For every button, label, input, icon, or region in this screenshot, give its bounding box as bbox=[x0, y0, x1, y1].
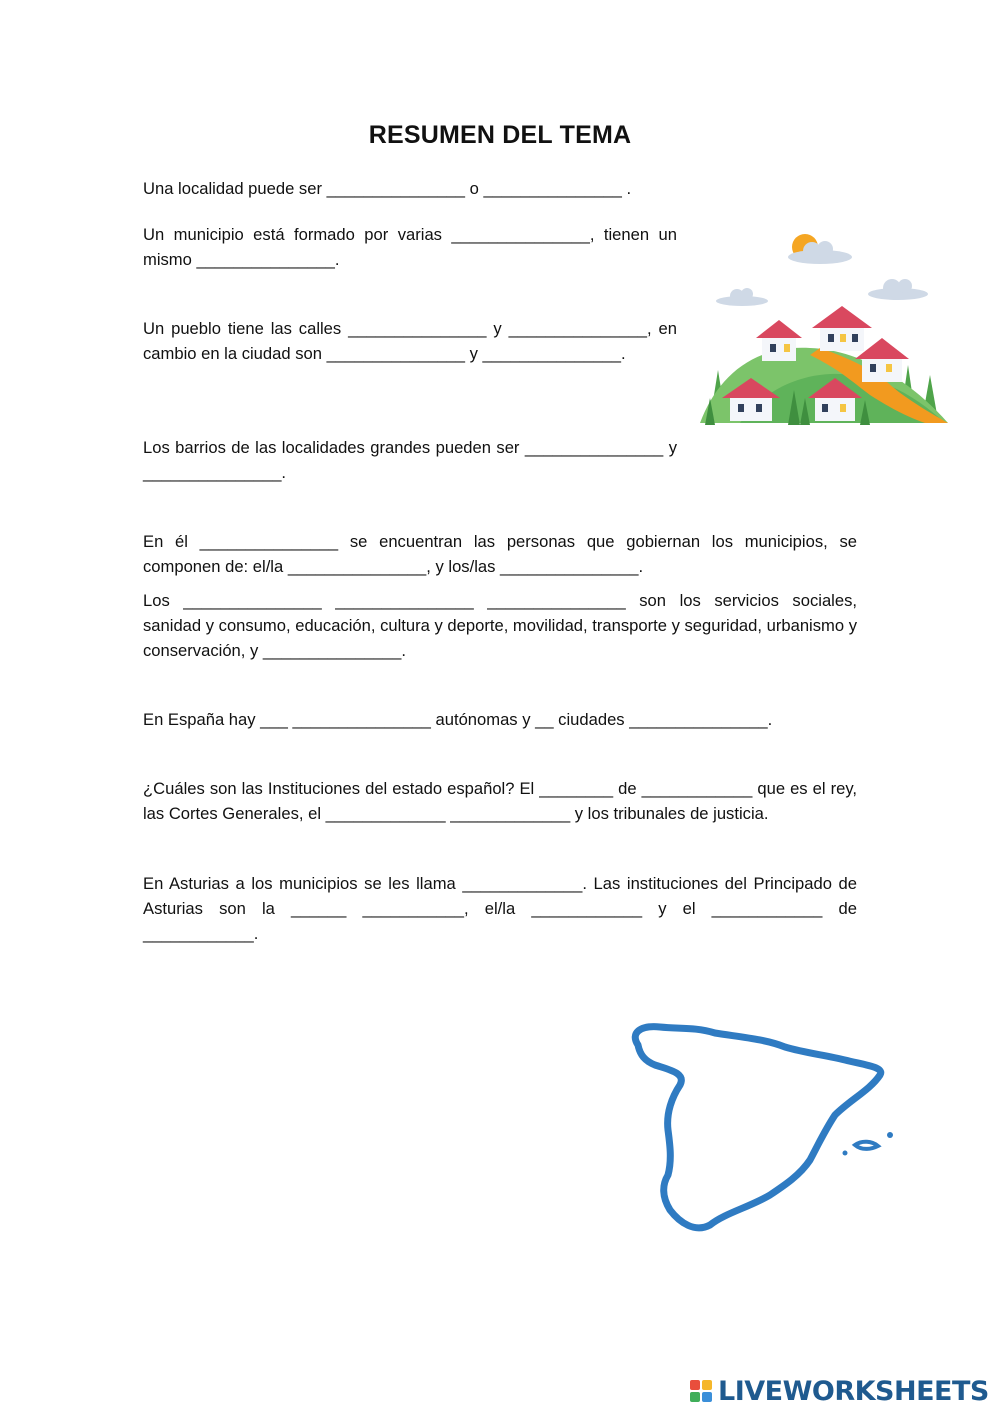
paragraph-instituciones: ¿Cuáles son las Instituciones del estado español? El ________ de ____________ que es el rey, las Cortes Generales, el _____________ _____________ y los tribunales de justicia. bbox=[143, 779, 857, 823]
spain-map-illustration bbox=[600, 975, 920, 1265]
house-icon bbox=[756, 320, 802, 361]
logo-mark-icon bbox=[690, 1380, 712, 1402]
village-illustration bbox=[700, 230, 950, 430]
page-title: RESUMEN DEL TEMA bbox=[368, 121, 632, 149]
paragraph-servicios: Los _______________ _______________ _______________ son los servicios sociales, sanidad y consumo, educación, cultura y deporte, movilidad, transporte y seguridad, urbanismo y conservación, y _______________. bbox=[143, 591, 857, 660]
house-icon bbox=[812, 306, 872, 351]
paragraph-localidad: Una localidad puede ser _______________ o _______________ . bbox=[143, 179, 632, 198]
cloud-icon bbox=[716, 288, 768, 306]
paragraph-barrios: Los barrios de las localidades grandes pueden ser _______________ y _______________. bbox=[143, 438, 677, 482]
liveworksheets-logo bbox=[690, 1374, 989, 1408]
paragraph-municipio: Un municipio está formado por varias _______________, tienen un mismo _______________. bbox=[143, 225, 677, 269]
cloud-icon bbox=[868, 279, 928, 300]
logo-text: LIVEWORKSHEETS bbox=[718, 1375, 989, 1407]
paragraph-ayuntamiento: En él _______________ se encuentran las personas que gobiernan los municipios, se componen de: el/la _______________, y los/las _______________. bbox=[143, 532, 857, 576]
paragraph-pueblo: Un pueblo tiene las calles _______________ y _______________, en cambio en la ciudad son _______________ y _______________. bbox=[143, 319, 677, 363]
paragraph-espana: En España hay ___ _______________ autónomas y __ ciudades _______________. bbox=[143, 710, 773, 729]
paragraph-asturias: En Asturias a los municipios se les llama _____________. Las instituciones del Principado de Asturias son la ______ ___________, el/la ____________ y el ____________ de ____________. bbox=[143, 874, 857, 943]
